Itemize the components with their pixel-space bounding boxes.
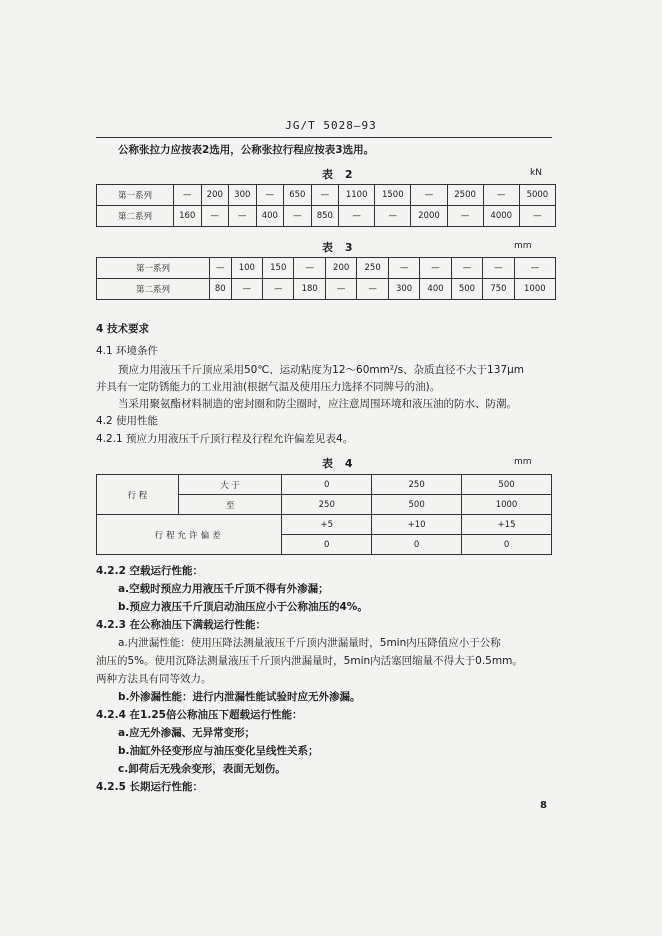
table-cell: — [284, 206, 312, 227]
table-row [97, 206, 556, 227]
table-cell: 4000 [483, 206, 519, 227]
table-cell: — [201, 206, 229, 227]
table-cell: — [483, 258, 514, 279]
row-label: 第二系列 [97, 206, 174, 227]
table2-caption: 表 2 [322, 168, 357, 181]
section-4-2-4-title: 4.2.4 在1.25倍公称油压下超载运行性能： [96, 709, 303, 721]
list-item: b.外渗漏性能：进行内泄漏性能试验时应无外渗漏。 [118, 691, 361, 703]
table4-unit: mm [514, 457, 532, 467]
row-label: 第一系列 [97, 185, 174, 206]
table-cell: 250 [372, 475, 462, 495]
table-row [97, 515, 552, 535]
section-4-2-2-title: 4.2.2 空载运行性能： [96, 565, 204, 577]
table-cell: 180 [294, 279, 325, 300]
list-item: b.油缸外径变形应与油压变化呈线性关系； [118, 745, 319, 757]
table-cell: — [375, 206, 411, 227]
list-item: a.空载时预应力用液压千斤顶不得有外渗漏； [118, 583, 329, 595]
table-cell: — [339, 206, 375, 227]
table-cell: 200 [201, 185, 229, 206]
table-cell: 300 [229, 185, 257, 206]
table-cell: 0 [372, 535, 462, 555]
table-row [97, 258, 556, 279]
table-cell: 850 [311, 206, 339, 227]
table-cell: 2000 [411, 206, 447, 227]
list-item: a.应无外渗漏、无异常变形； [118, 727, 256, 739]
table-cell: — [451, 258, 482, 279]
table-cell: 1500 [375, 185, 411, 206]
table-cell: 650 [284, 185, 312, 206]
intro-text: 公称张拉力应按表2选用，公称张拉行程应按表3选用。 [118, 144, 375, 156]
table2 [96, 184, 556, 227]
table-cell: 160 [174, 206, 202, 227]
table-cell: +10 [372, 515, 462, 535]
table-cell: — [311, 185, 339, 206]
table-cell: 100 [231, 258, 262, 279]
table-cell: 200 [325, 258, 356, 279]
table-cell: 0 [282, 535, 372, 555]
table-cell: — [325, 279, 356, 300]
page-number: 8 [540, 800, 547, 811]
paragraph: 当采用聚氨酯材料制造的密封圈和防尘圈时，应注意周围环境和液压油的防水、防潮。 [118, 398, 517, 410]
table-cell: 400 [256, 206, 284, 227]
table3 [96, 257, 556, 300]
section-4-2-1: 4.2.1 预应力用液压千斤顶行程及行程允许偏差见表4。 [96, 433, 354, 445]
table-row [97, 279, 556, 300]
table-row [97, 475, 552, 495]
paragraph: 并具有一定防锈能力的工业用油(根据气温及使用压力选择不同牌号的油)。 [96, 381, 441, 393]
table-cell: 300 [388, 279, 419, 300]
table-cell: 0 [462, 535, 552, 555]
table-cell: — [411, 185, 447, 206]
table-cell: 500 [372, 495, 462, 515]
tolerance-label: 行程允许偏差 [97, 515, 282, 555]
table-cell: — [388, 258, 419, 279]
list-item: b.预应力液压千斤顶启动油压应小于公称油压的4%。 [118, 601, 368, 613]
table-cell: 80 [210, 279, 232, 300]
upto-label: 至 [178, 495, 282, 515]
table-cell: — [229, 206, 257, 227]
table-cell: +5 [282, 515, 372, 535]
section-4-2-5-title: 4.2.5 长期运行性能： [96, 781, 204, 793]
table-cell: 1000 [462, 495, 552, 515]
table-cell: — [294, 258, 325, 279]
section-4-title: 4 技术要求 [96, 323, 149, 335]
table2-unit: kN [530, 168, 542, 178]
table-cell: — [174, 185, 202, 206]
row-label: 第一系列 [97, 258, 210, 279]
table-cell: — [256, 185, 284, 206]
table-cell: — [519, 206, 555, 227]
list-item: c.卸荷后无残余变形，表面无划伤。 [118, 763, 286, 775]
row-label: 第二系列 [97, 279, 210, 300]
table-cell: 150 [263, 258, 294, 279]
table-cell: 5000 [519, 185, 555, 206]
table-cell: 250 [282, 495, 372, 515]
paragraph: 两种方法具有同等效力。 [96, 673, 212, 685]
table4-caption: 表 4 [322, 457, 357, 470]
section-4-1-title: 4.1 环境条件 [96, 345, 159, 357]
table-cell: +15 [462, 515, 552, 535]
paragraph: a.内泄漏性能：使用压降法测量液压千斤顶内泄漏量时，5min内压降值应小于公称 [118, 637, 501, 649]
table-cell: — [357, 279, 388, 300]
table4 [96, 474, 552, 555]
table-cell: — [210, 258, 232, 279]
section-4-2-title: 4.2 使用性能 [96, 415, 159, 427]
table-cell: 500 [462, 475, 552, 495]
paragraph: 油压的5%。使用沉降法测量液压千斤顶内泄漏量时，5min内活塞回缩量不得大于0.5mm。 [96, 655, 523, 667]
paragraph: 预应力用液压千斤顶应采用50℃、运动粘度为12～60mm²/s、杂质直径不大于137μm [118, 364, 524, 376]
table-cell: — [231, 279, 262, 300]
table-cell: 2500 [447, 185, 483, 206]
table-cell: 400 [420, 279, 451, 300]
table3-unit: mm [514, 241, 532, 251]
table-cell: 250 [357, 258, 388, 279]
table-cell: 0 [282, 475, 372, 495]
table-cell: — [420, 258, 451, 279]
table-row [97, 185, 556, 206]
section-4-2-3-title: 4.2.3 在公称油压下满载运行性能： [96, 619, 267, 631]
header-rule [96, 137, 552, 138]
greater-label: 大 于 [178, 475, 282, 495]
table-cell: — [483, 185, 519, 206]
table-cell: 1100 [339, 185, 375, 206]
table-cell: — [447, 206, 483, 227]
table-cell: 500 [451, 279, 482, 300]
table-cell: 750 [483, 279, 514, 300]
page-header: JG/T 5028—93 [285, 119, 377, 132]
table3-caption: 表 3 [322, 241, 357, 254]
table-cell: — [263, 279, 294, 300]
stroke-label: 行 程 [97, 475, 179, 515]
table-cell: 1000 [514, 279, 555, 300]
table-cell: — [514, 258, 555, 279]
